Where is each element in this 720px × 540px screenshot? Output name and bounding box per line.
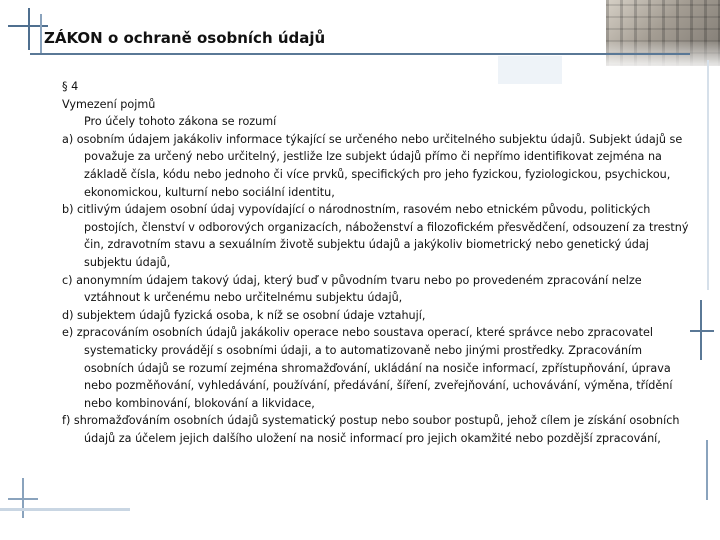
bottom-rule	[0, 508, 130, 511]
definition-item-c: c) anonymním údajem takový údaj, který buď v původním tvaru nebo po provedeném zpracování nelze vztáhnout k určenému nebo určitelnému subjektu údajů,	[62, 273, 642, 305]
definition-item-e: e) zpracováním osobních údajů jakákoliv operace nebo soustava operací, které správce nebo zpracovatel systematicky provádějí s osobními údaji, a to automatizovaně nebo jinými prostředky. Zpracováním osobních údajů se rozumí zejména shromažďování, ukládání na nosiče informací, zpřístupňování, úprava nebo pozměňování, vyhledávání, používání, předávání, šíření, zveřejňování, uchovávání, výměna, třídění nebo kombinování, blokování a likvidace,	[62, 326, 673, 410]
law-text	[62, 78, 694, 447]
corner-line	[40, 14, 42, 54]
definition-item-b: b) citlivým údajem osobní údaj vypovídající o národnostním, rasovém nebo etnickém původu, politických postojích, členství v odborových organizacích, náboženství a filozofickém přesvědčení, odsouzení za trestný čin, zdravotním stavu a sexuálním životě subjektu údajů a jakýkoliv biometrický nebo genetický údaj subjektu údajů,	[62, 203, 689, 269]
title-rule	[30, 53, 690, 55]
building-photo	[606, 0, 720, 66]
section-number: § 4	[62, 80, 79, 93]
corner-line	[22, 478, 24, 518]
intro-line: Pro účely tohoto zákona se rozumí	[84, 115, 277, 129]
slide-title: ZÁKON o ochraně osobních údajů	[44, 29, 326, 47]
definition-item-d: d) subjektem údajů fyzická osoba, k níž se osobní údaje vztahují,	[62, 308, 426, 322]
definition-item-f: f) shromažďováním osobních údajů systematický postup nebo soubor postupů, jehož cílem je získání osobních údajů za účelem jejich dalšího uložení na nosič informací pro jejich okamžité nebo pozdější zpracování,	[62, 414, 680, 445]
corner-line	[28, 8, 30, 50]
side-rule	[707, 60, 709, 290]
definition-item-a: a) osobním údajem jakákoliv informace týkající se určeného nebo určitelného subjektu údajů. Subjekt údajů se považuje za určený nebo určitelný, jestliže lze subjekt údajů přímo či nepřímo identifikovat zejména na základě čísla, kódu nebo jednoho či více prvků, specifických pro jeho fyzickou, fyziologickou, psychickou, ekonomickou, kulturní nebo sociální identitu,	[62, 132, 683, 199]
section-heading: Vymezení pojmů	[62, 97, 156, 111]
corner-line	[706, 440, 708, 500]
